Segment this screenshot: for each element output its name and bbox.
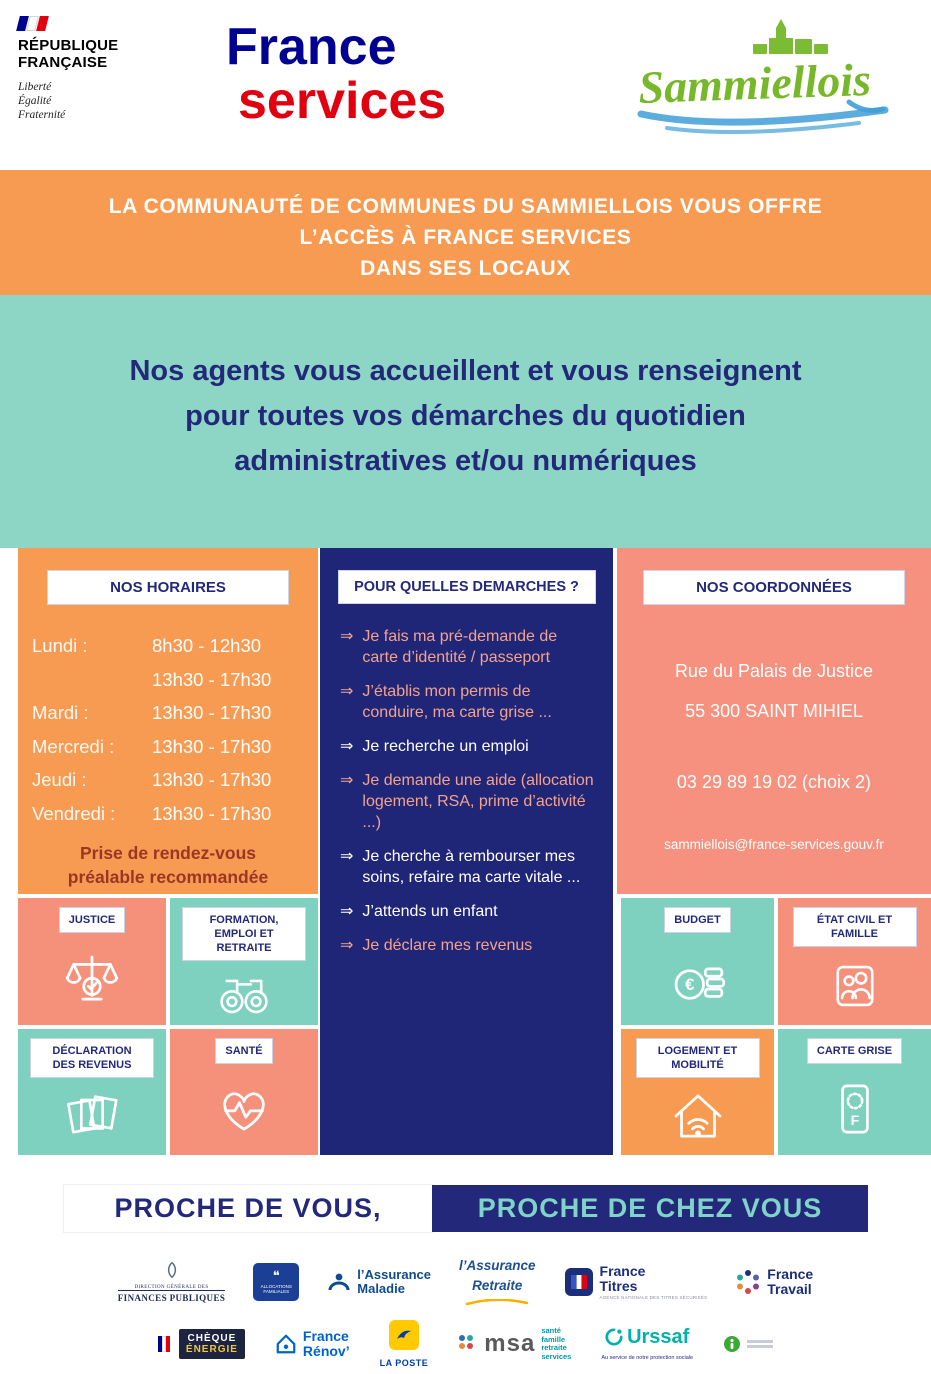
rf-line1: RÉPUBLIQUE: [18, 37, 119, 54]
demarches-list: [320, 604, 613, 956]
sammiellois-wordmark: Sammiellois: [637, 53, 872, 113]
la-poste-logo: [380, 1320, 429, 1368]
demarche-item: [340, 626, 597, 668]
appointment-note-line1: Prise de rendez-vous préalable: [67, 843, 257, 887]
hours-title: NOS HORAIRES: [47, 570, 289, 605]
heart-pulse-icon: [211, 1064, 277, 1156]
coordonnees-body: [617, 661, 931, 852]
banner-line1: LA COMMUNAUTÉ DE COMMUNES DU SAMMIELLOIS VOUS OFFRE: [108, 195, 823, 218]
french-flag-icon: [18, 16, 168, 31]
sammiellois-logo: [633, 8, 897, 153]
assurance-maladie-icon: [327, 1270, 351, 1294]
urssaf-subtitle: Au service de notre protection sociale: [601, 1355, 694, 1361]
arrow-icon: ⇒: [340, 628, 354, 645]
tile-sante: [170, 1029, 318, 1156]
demarche-text: Je fais ma pré-demande de carte d’identité / passeport: [362, 628, 558, 666]
coins-euro-icon: [665, 933, 731, 1025]
documents-icon: [60, 1078, 124, 1156]
arrow-icon: ⇒: [340, 683, 354, 700]
hours-day: Lundi :: [32, 635, 88, 656]
tile-declaration-label: DÉCLARATION DES REVENUS: [30, 1038, 154, 1078]
partner-logos-row2: [0, 1319, 931, 1369]
demarche-text: J’établis mon permis de conduire, ma carte grise ...: [362, 683, 552, 721]
registration-card-icon: [823, 1064, 887, 1156]
appointment-note: [18, 842, 318, 889]
arrow-icon: ⇒: [340, 772, 354, 789]
scales-icon: [59, 933, 125, 1025]
green-partner-icon: [723, 1335, 741, 1353]
france-titres-icon: [564, 1267, 594, 1297]
hours-day: Jeudi :: [32, 769, 87, 790]
ftr-label1: France: [767, 1266, 814, 1282]
motto-fraternite: Fraternité: [18, 109, 66, 121]
demarches-title: POUR QUELLES DEMARCHES ?: [338, 570, 596, 604]
hours-day: [32, 663, 152, 697]
ce-label1: CHÈQUE: [187, 1333, 237, 1344]
binoculars-icon: [213, 961, 275, 1025]
hours-time: 13h30 - 17h30: [152, 769, 272, 790]
svg-text:€: €: [684, 975, 694, 994]
assurance-retraite-logo: [459, 1259, 536, 1306]
assurance-maladie-logo: [327, 1268, 431, 1296]
motto-egalite: Égalité: [18, 95, 52, 107]
hours-time: 13h30 - 17h30: [152, 802, 272, 824]
urssaf-label: Urssaf: [627, 1326, 690, 1348]
hours-row-lundi-pm: [18, 663, 318, 697]
la-poste-label: LA POSTE: [379, 1358, 429, 1368]
family-icon: [824, 947, 886, 1025]
france-travail-icon: [735, 1269, 761, 1295]
demarche-text: Je demande une aide (allocation logement, RSA, prime d’activité ...): [362, 772, 594, 831]
demarche-text: Je déclare mes revenus: [362, 937, 533, 954]
demarche-text: Je cherche à rembourser mes soins, refaire ma carte vitale ...: [362, 848, 581, 886]
ce-flag-icon: [158, 1336, 170, 1352]
motto-liberte: Liberté: [18, 81, 52, 93]
tile-etat-civil-label: ÉTAT CIVIL ET FAMILLE: [793, 907, 917, 947]
hours-row-jeudi: [18, 763, 318, 797]
urssaf-icon: [605, 1328, 623, 1346]
hours-row-mercredi: [18, 730, 318, 764]
ar-label2: Retraite: [472, 1277, 523, 1293]
house-wifi-icon: [665, 1078, 731, 1156]
intro-section: [0, 295, 931, 548]
hours-time: 8h30 - 12h30: [152, 635, 262, 656]
fs-logo-services: services: [238, 72, 447, 130]
caf-label: ALLOCATIONS FAMILIALES: [260, 1284, 292, 1294]
service-tiles-left: [18, 894, 318, 1155]
demarche-item: [340, 846, 597, 888]
rf-line2: FRANÇAISE: [18, 54, 108, 71]
tagline-left: PROCHE DE VOUS,: [64, 1185, 432, 1232]
msa-label: msa: [484, 1330, 536, 1357]
france-titres-logo: [564, 1264, 708, 1300]
address-line2: 55 300 SAINT MIHIEL: [685, 701, 863, 721]
tile-formation-emploi-retraite: [170, 898, 318, 1025]
am-label2: Maladie: [357, 1281, 405, 1296]
svg-text:F: F: [850, 1113, 859, 1130]
hours-day: Vendredi :: [32, 802, 116, 824]
address-line1: Rue du Palais de Justice: [674, 661, 874, 681]
msa-word-famille: famille: [541, 1334, 566, 1344]
offer-banner: [0, 170, 931, 295]
partner-logos-row1: [0, 1257, 931, 1307]
france-renov-logo: [275, 1329, 350, 1359]
msa-word-sante: santé: [541, 1326, 561, 1335]
demarche-item: [340, 901, 597, 922]
intro-line1: Nos agents vous accueillent et vous renseignent: [129, 355, 802, 387]
allocations-familiales-logo: [253, 1263, 299, 1301]
demarche-item: [340, 935, 597, 956]
tile-justice: [18, 898, 166, 1025]
hours-time: 13h30 - 17h30: [152, 702, 272, 723]
village-icon: [753, 19, 828, 54]
tile-carte-grise: [778, 1029, 931, 1156]
ce-box: [179, 1329, 245, 1359]
la-poste-icon: [389, 1320, 419, 1350]
ftr-label2: Travail: [767, 1281, 812, 1297]
hours-time: 13h30 - 17h30: [152, 735, 272, 757]
msa-word-services: services: [541, 1351, 572, 1361]
tile-carte-grise-label: CARTE GRISE: [807, 1038, 902, 1064]
demarche-text: J’attends un enfant: [362, 903, 498, 920]
hours-row-mardi: [18, 696, 318, 730]
fs-logo-france: France: [226, 18, 397, 76]
service-tiles-right: [621, 894, 931, 1155]
hours-list: [18, 629, 318, 830]
cheque-energie-logo: [158, 1329, 245, 1359]
fp-subtitle: DIRECTION GÉNÉRALE DES: [134, 1285, 209, 1290]
france-travail-logo: [735, 1267, 813, 1297]
ft-label1: France: [599, 1263, 646, 1279]
arrow-icon: ⇒: [340, 738, 354, 755]
ft-subtitle: AGENCE NATIONALE DES TITRES SÉCURISÉS: [599, 1295, 708, 1300]
phone-number: 03 29 89 19 02 (choix 2): [676, 772, 872, 792]
arrow-icon: ⇒: [340, 937, 354, 954]
ar-yellow-swoosh: [465, 1299, 529, 1306]
tile-justice-label: JUSTICE: [59, 907, 125, 933]
tile-declaration-revenus: [18, 1029, 166, 1156]
finances-publiques-logo: [118, 1261, 225, 1303]
demarches-column: [320, 548, 613, 1155]
renov-label2: Rénov’: [302, 1343, 350, 1359]
partner-logos-footer: [0, 1257, 931, 1374]
tile-logement-label: LOGEMENT ET MOBILITÉ: [636, 1038, 760, 1078]
coordonnees-column: [617, 548, 931, 894]
hours-day: Mercredi :: [32, 735, 115, 757]
france-services-logo: [226, 20, 446, 128]
caf-icon: ❝ ALLOCATIONS FAMILIALES: [253, 1263, 299, 1301]
partner-small-logo: [723, 1335, 773, 1353]
intro-line2: pour toutes vos démarches du quotidien: [185, 400, 746, 432]
email-address: sammiellois@france-services.gouv.fr: [664, 837, 884, 852]
ft-label2: Titres: [599, 1278, 638, 1294]
demarche-text: Je recherche un emploi: [362, 738, 529, 755]
msa-logo: [458, 1327, 571, 1361]
finances-publiques-icon: [164, 1261, 180, 1279]
am-label1: l’Assurance: [357, 1267, 431, 1282]
ce-label2: ÉNERGIE: [185, 1344, 238, 1355]
partner-small-text-placeholder: [747, 1340, 773, 1348]
sammiellois-logo-art: [633, 8, 897, 148]
tile-logement-mobilite: [621, 1029, 774, 1156]
coordonnees-title: NOS COORDONNÉES: [643, 570, 905, 605]
tile-sante-label: SANTÉ: [215, 1038, 272, 1064]
demarche-item: [340, 770, 597, 833]
tagline-banner: [0, 1155, 931, 1233]
urssaf-logo: [601, 1327, 693, 1361]
msa-icon: [458, 1334, 478, 1354]
main-columns: [0, 548, 931, 1155]
appointment-note-line2: recommandée: [149, 866, 269, 887]
tile-budget: [621, 898, 774, 1025]
arrow-icon: ⇒: [340, 848, 354, 865]
demarche-item: [340, 681, 597, 723]
intro-line3: administratives et/ou numériques: [234, 445, 697, 477]
hours-day: Mardi :: [32, 702, 89, 723]
demarche-item: [340, 736, 597, 757]
hours-row-lundi: [18, 629, 318, 663]
republique-motto: [18, 80, 168, 122]
tile-etat-civil-famille: [778, 898, 931, 1025]
ar-label1: l’Assurance: [458, 1257, 536, 1273]
banner-line2: L’ACCÈS À FRANCE SERVICES: [299, 226, 632, 249]
renov-label1: France: [302, 1328, 349, 1344]
republique-title: [18, 37, 168, 71]
banner-line3: DANS SES LOCAUX: [360, 257, 571, 280]
tile-budget-label: BUDGET: [664, 907, 730, 933]
msa-word-retraite: retraite: [541, 1343, 567, 1352]
france-renov-icon: [275, 1333, 297, 1355]
republique-francaise-logo: [18, 16, 168, 122]
hours-time: 13h30 - 17h30: [152, 668, 272, 690]
hours-row-vendredi: [18, 797, 318, 831]
tagline-right: PROCHE DE CHEZ VOUS: [432, 1185, 868, 1232]
fp-label: FINANCES PUBLIQUES: [118, 1290, 225, 1303]
arrow-icon: ⇒: [340, 903, 354, 920]
tile-formation-label: FORMATION, EMPLOI ET RETRAITE: [182, 907, 306, 961]
header: [0, 0, 931, 170]
hours-column: [18, 548, 318, 894]
